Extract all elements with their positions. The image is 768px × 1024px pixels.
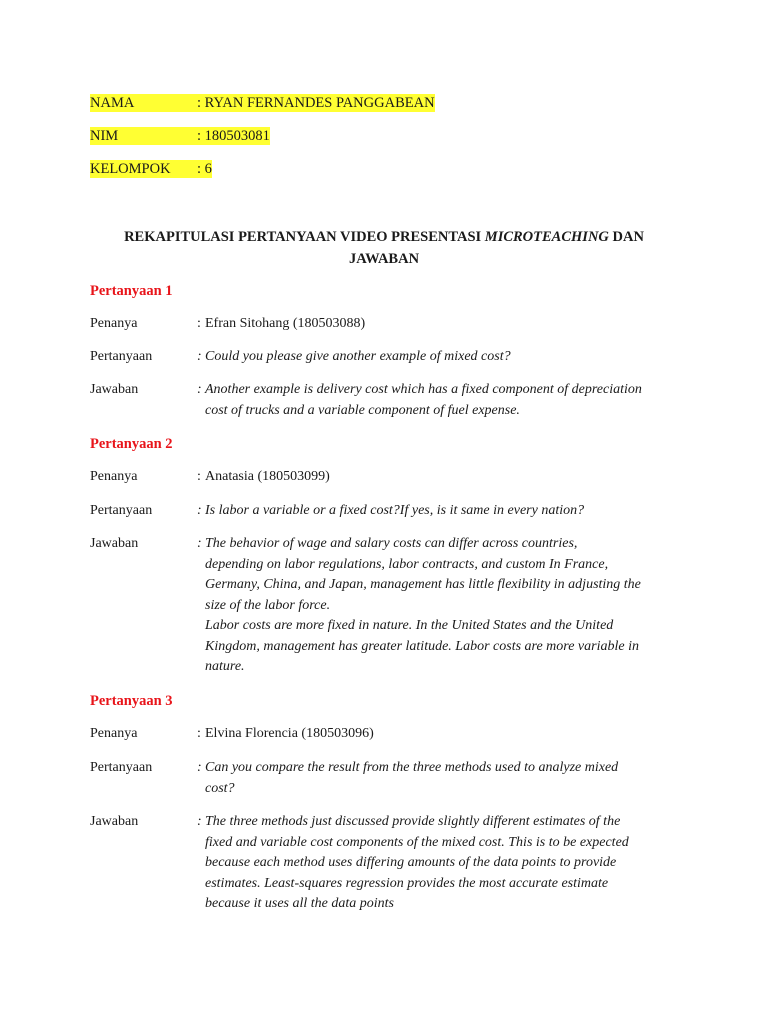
q1-penanya-value [197,314,680,335]
q3-pertanyaan-colon: : [197,760,202,775]
q2-pertanyaan-colon: : [197,503,202,518]
q2-penanya-text: Anatasia (180503099) [205,469,330,484]
q3-pertanyaan-line-1: Can you compare the result from the three methods used to analyze mixed [205,760,619,775]
q1-penanya-colon: : [197,316,201,331]
q2-jawaban-value [197,534,680,678]
q1-pertanyaan-label: Pertanyaan [90,349,153,364]
kelompok-value: : 6 [197,161,212,177]
q2-jawaban-line-4: size of the labor force. [205,597,331,613]
q2-jawaban-line-1: The behavior of wage and salary costs can differ across countries, [205,536,578,551]
q2-pertanyaan-text: Is labor a variable or a fixed cost?If yes, is it same in every nation? [205,503,585,518]
q1-jawaban-line-1: Another example is delivery cost which has a fixed component of depreciation [205,382,642,397]
q2-pertanyaan-value [197,501,680,522]
q1-penanya-label: Penanya [90,316,138,331]
q3-jawaban-line-2: fixed and variable cost components of the mixed cost. This is to be expected [205,834,629,850]
q2-jawaban-line-5: Labor costs are more fixed in nature. In the United States and the United [205,618,614,633]
q2-jawaban-label: Jawaban [90,536,139,551]
q2-penanya-value [197,467,680,488]
kelompok-row [90,160,212,178]
q3-pertanyaan-label: Pertanyaan [90,760,153,775]
q1-jawaban-label: Jawaban [90,382,139,397]
q1-jawaban-colon: : [197,382,202,397]
q2-penanya-colon: : [197,469,201,484]
nim-label: NIM [90,127,197,145]
title-italic: MICROTEACHING [484,229,609,245]
q3-jawaban-line-4: estimates. Least-squares regression provides the most accurate estimate [205,875,609,891]
q2-jawaban-colon: : [197,536,202,551]
question-1-heading: Pertanyaan 1 [90,283,173,299]
q2-jawaban-line-3: Germany, China, and Japan, management has little flexibility in adjusting the [205,577,641,592]
nama-row [90,94,435,112]
q2-jawaban-line-7: nature. [205,659,245,674]
q3-jawaban-colon: : [197,814,202,829]
q3-jawaban-value [197,812,680,915]
q1-pertanyaan-text: Could you please give another example of mixed cost? [205,349,511,364]
q2-jawaban-line-6: Kingdom, management has greater latitude. Labor costs are more variable in [205,638,639,654]
q2-penanya-label: Penanya [90,469,138,484]
q2-jawaban-line-2: depending on labor regulations, labor contracts, and custom In France, [205,556,609,572]
nim-row [90,127,270,145]
q3-jawaban-line-3: because each method uses differing amounts of the data points to provide [205,855,617,870]
q1-jawaban-value [197,380,680,421]
q3-penanya-colon: : [197,726,201,741]
question-2-heading: Pertanyaan 2 [90,436,173,452]
q3-pertanyaan-line-2: cost? [205,780,235,796]
kelompok-label: KELOMPOK [90,160,197,178]
q3-penanya-label: Penanya [90,726,138,741]
question-3-heading: Pertanyaan 3 [90,693,173,709]
document-title [90,226,678,270]
title-part1: REKAPITULASI PERTANYAAN VIDEO PRESENTASI [124,229,485,245]
title-part3: DAN [608,229,644,245]
q3-jawaban-line-1: The three methods just discussed provide slightly different estimates of the [205,814,621,829]
title-line2: JAWABAN [348,251,420,267]
q3-jawaban-line-5: because it uses all the data points [205,896,394,911]
q3-pertanyaan-value [197,758,680,799]
q3-jawaban-label: Jawaban [90,814,139,829]
q1-pertanyaan-colon: : [197,349,202,364]
q3-penanya-text: Elvina Florencia (180503096) [205,726,374,741]
nama-value: : RYAN FERNANDES PANGGABEAN [197,95,435,111]
q3-penanya-value [197,724,680,745]
q1-jawaban-line-2: cost of trucks and a variable component of fuel expense. [205,402,520,418]
nama-label: NAMA [90,94,197,112]
nim-value: : 180503081 [197,128,270,144]
q1-pertanyaan-value [197,347,680,368]
q1-penanya-text: Efran Sitohang (180503088) [205,316,366,331]
q2-pertanyaan-label: Pertanyaan [90,503,153,518]
